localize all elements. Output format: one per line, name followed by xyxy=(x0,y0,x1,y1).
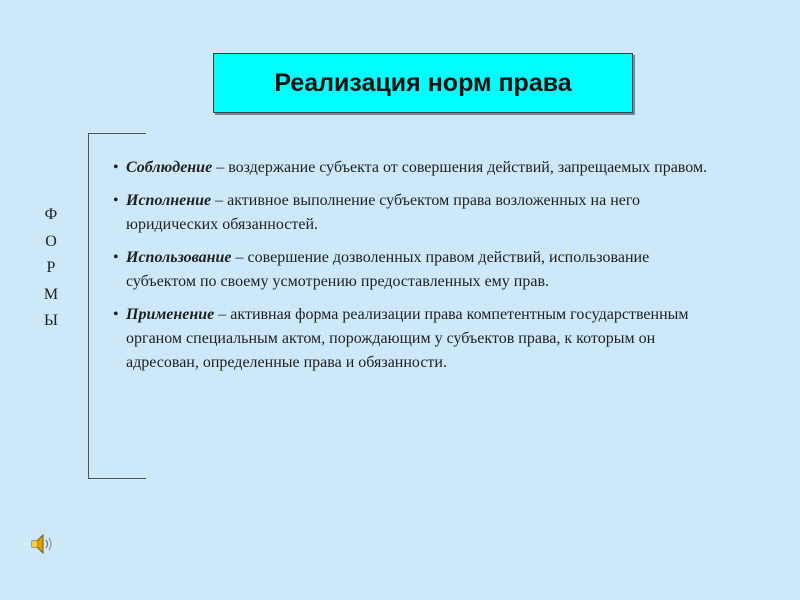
bullet: • xyxy=(113,192,119,209)
page-title: Реализация норм права xyxy=(274,68,572,97)
item-text: – совершение дозволенных правом действий, использование субъектом по своему усмотрению предоставленных ему прав. xyxy=(126,249,650,290)
speaker-icon[interactable] xyxy=(30,533,56,555)
list-item xyxy=(113,156,723,180)
forms-letter: Ф xyxy=(44,206,58,223)
item-term: Применение xyxy=(126,306,215,323)
forms-letter: О xyxy=(45,232,57,250)
forms-letter: Р xyxy=(46,259,56,276)
item-text: – активная форма реализации права компетентным государственным органом специальным актом, порождающим у субъектов права, к которым он адресован, определенные права и обязанности. xyxy=(126,306,689,371)
bullet: • xyxy=(113,159,119,176)
forms-letter: Ы xyxy=(44,312,58,329)
forms-vertical-label xyxy=(36,206,66,339)
list-item xyxy=(113,189,723,237)
forms-letter: М xyxy=(43,285,59,303)
title-box xyxy=(213,53,633,113)
bullet: • xyxy=(113,249,119,266)
item-term: Использование xyxy=(126,249,232,266)
item-term: Соблюдение xyxy=(126,159,213,176)
item-text: – активное выполнение субъектом права возложенных на него юридических обязанностей. xyxy=(126,192,641,233)
forms-list xyxy=(113,156,723,384)
list-item xyxy=(113,303,723,375)
list-item xyxy=(113,246,723,294)
item-term: Исполнение xyxy=(126,192,212,209)
bullet: • xyxy=(113,306,119,323)
item-text: – воздержание субъекта от совершения действий, запрещаемых правом. xyxy=(212,159,708,176)
